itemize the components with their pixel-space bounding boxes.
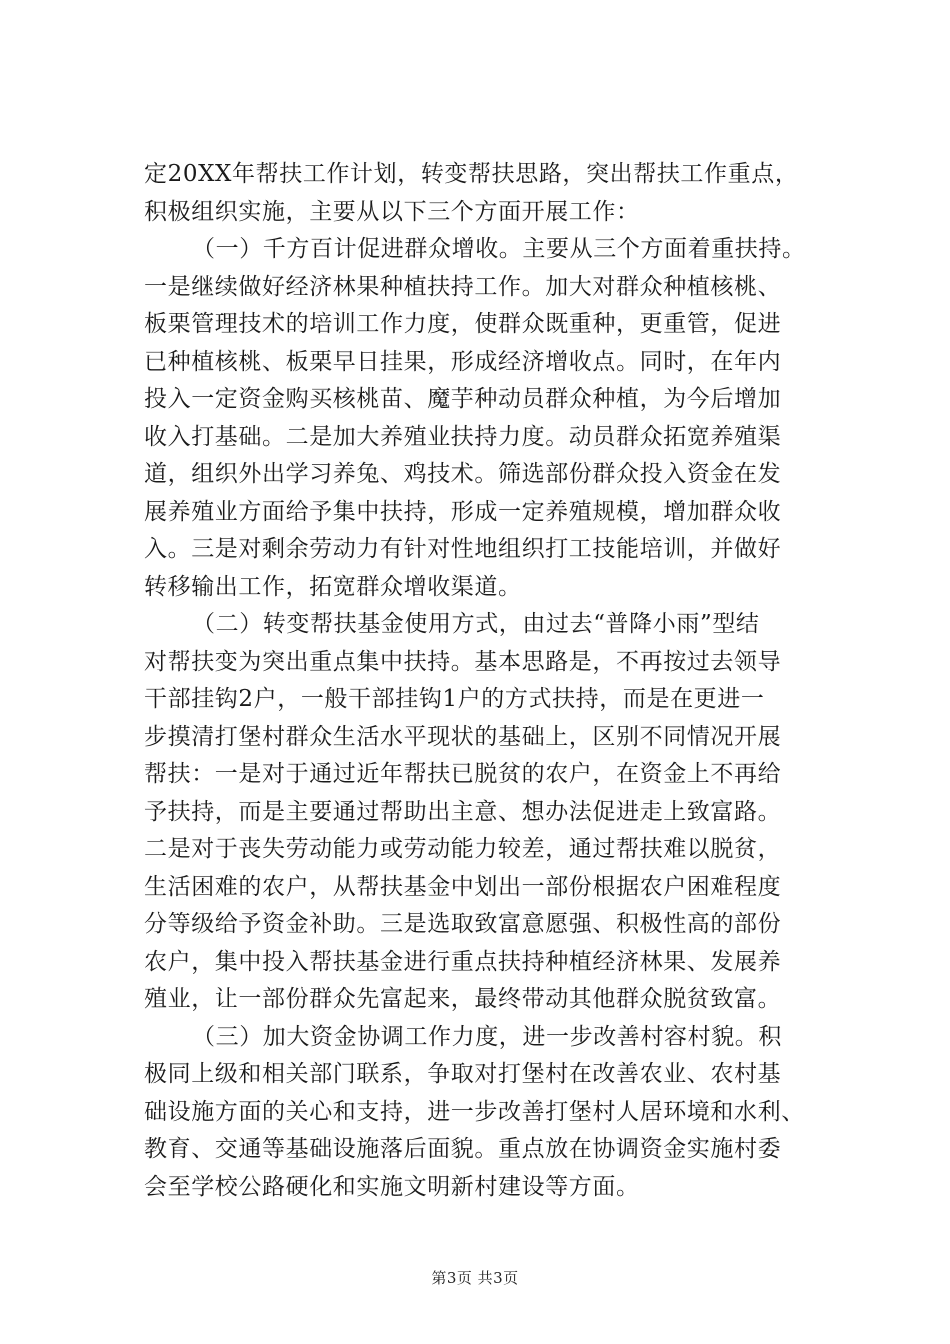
text-line: 已种植核桃、板栗早日挂果，形成经济增收点。同时，在年内 — [144, 348, 782, 375]
text-line: 入。三是对剩余劳动力有针对性地组织打工技能培训，并做好 — [144, 536, 782, 562]
text-line: 生活困难的农户，从帮扶基金中划出一部份根据农户困难程度 — [144, 873, 782, 900]
text-line: 投入一定资金购买核桃苗、魔芋种动员群众种植，为今后增加 — [144, 386, 782, 412]
text-line: 极同上级和相关部门联系，争取对打堡村在改善农业、农村基 — [144, 1061, 782, 1087]
text-line: 会至学校公路硬化和实施文明新村建设等方面。 — [144, 1173, 640, 1200]
text-line: 对帮扶变为突出重点集中扶持。基本思路是，不再按过去领导 — [144, 648, 782, 675]
text-line: 一是继续做好经济林果种植扶持工作。加大对群众种植核桃、 — [144, 273, 782, 300]
text-line: 殖业，让一部份群众先富起来，最终带动其他群众脱贫致富。 — [144, 986, 782, 1012]
text-line: 板栗管理技术的培训工作力度，使群众既重种，更重管，促进 — [144, 311, 782, 337]
text-line: 积极组织实施，主要从以下三个方面开展工作： — [144, 198, 640, 225]
text-line: 转移输出工作，拓宽群众增收渠道。 — [144, 573, 522, 600]
text-line: 帮扶：一是对于通过近年帮扶已脱贫的农户，在资金上不再给 — [144, 761, 782, 787]
text-line: 予扶持，而是主要通过帮助出主意、想办法促进走上致富路。 — [144, 798, 782, 825]
text-line: 分等级给予资金补助。三是选取致富意愿强、积极性高的部份 — [144, 911, 782, 937]
text-line: 教育、交通等基础设施落后面貌。重点放在协调资金实施村委 — [144, 1136, 782, 1162]
section-heading-3: （三）加大资金协调工作力度，进一步改善村容村貌。积 — [192, 1023, 782, 1050]
page-number-footer: 第3页 共3页 — [431, 1269, 519, 1287]
text-line: 础设施方面的关心和支持，进一步改善打堡村人居环境和水利、 — [144, 1098, 805, 1125]
text-line: 展养殖业方面给予集中扶持，形成一定养殖规模，增加群众收 — [144, 498, 782, 525]
text-line: 定20XX年帮扶工作计划，转变帮扶思路，突出帮扶工作重点， — [144, 161, 799, 187]
section-heading-2: （二）转变帮扶基金使用方式，由过去“普降小雨”型结 — [192, 611, 760, 637]
text-line: 农户，集中投入帮扶基金进行重点扶持种植经济林果、发展养 — [144, 948, 782, 975]
document-body — [144, 156, 864, 1206]
text-line: 收入打基础。二是加大养殖业扶持力度。动员群众拓宽养殖渠 — [144, 423, 782, 450]
text-line: 步摸清打堡村群众生活水平现状的基础上，区别不同情况开展 — [144, 723, 782, 750]
section-heading-1: （一）千方百计促进群众增收。主要从三个方面着重扶持。 — [192, 236, 806, 262]
text-line: 干部挂钩2户，一般干部挂钩1户的方式扶持，而是在更进一 — [144, 686, 765, 712]
text-line: 道，组织外出学习养兔、鸡技术。筛选部份群众投入资金在发 — [144, 461, 782, 487]
text-line: 二是对于丧失劳动能力或劳动能力较差，通过帮扶难以脱贫， — [144, 836, 782, 862]
